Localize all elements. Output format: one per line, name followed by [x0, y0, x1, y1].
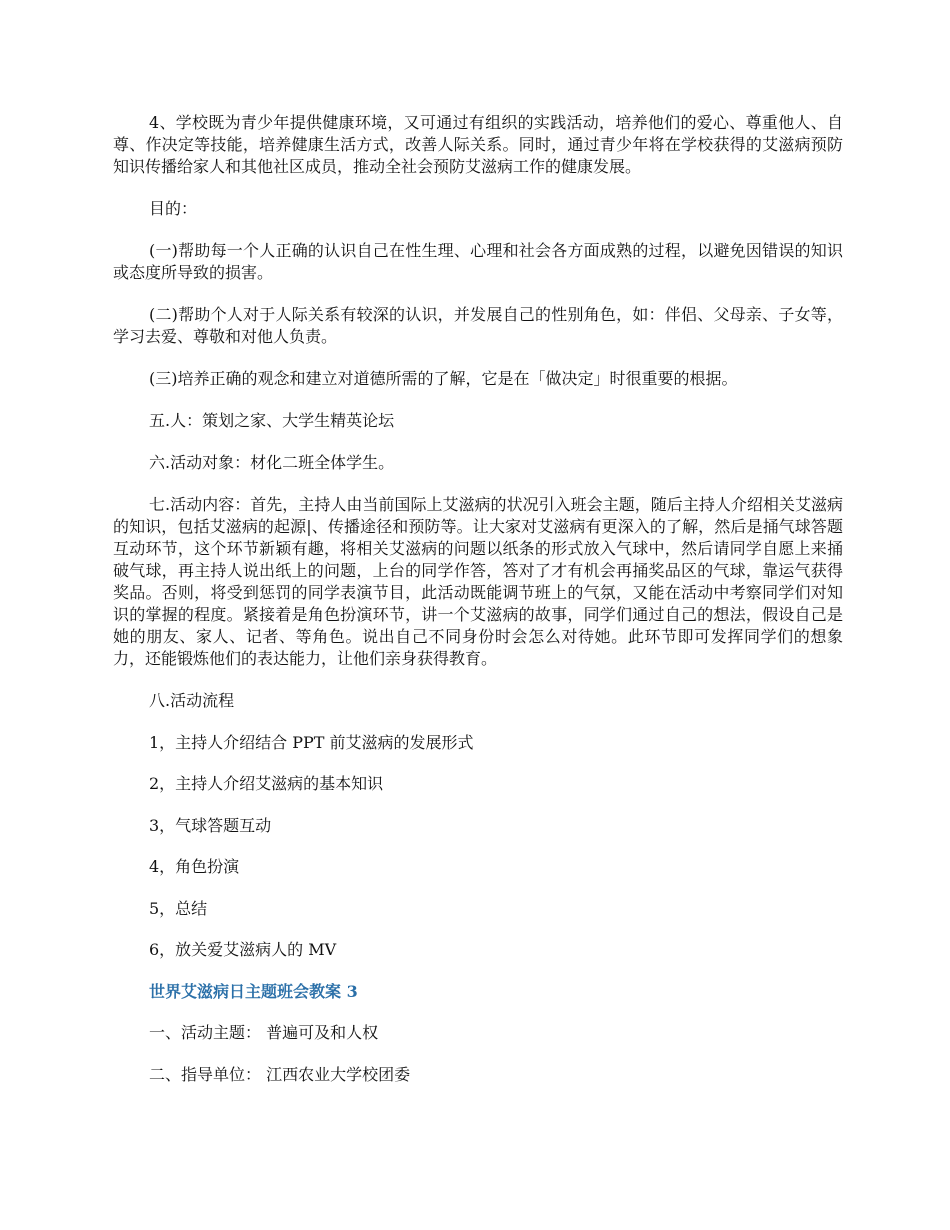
- section-item-guidance: 二、指导单位： 江西农业大学校团委: [149, 1064, 411, 1084]
- document-page: [113, 112, 843, 1105]
- process-title: 八.活动流程: [149, 691, 235, 710]
- process-step: 2，主持人介绍艾滋病的基本知识: [149, 774, 384, 793]
- process-step: 3，气球答题互动: [149, 815, 272, 835]
- paragraph-organizer: 五.人：策划之家、大学生精英论坛: [149, 411, 395, 430]
- paragraph-purpose-label: 目的：: [149, 199, 198, 218]
- process-step: 4，角色扮演: [149, 857, 240, 876]
- section-heading: 世界艾滋病日主题班会教案 3: [149, 981, 358, 1001]
- paragraph-purpose-1: (一)帮助每一个人正确的认识自己在性生理、心理和社会各方面成熟的过程，以避免因错误的知识或态度所导致的损害。: [113, 241, 843, 282]
- process-step: 1，主持人介绍结合 PPT 前艾滋病的发展形式: [149, 732, 474, 752]
- process-step: 6，放关爱艾滋病人的 MV: [149, 940, 337, 959]
- paragraph-purpose-3: (三)培养正确的观念和建立对道德所需的了解，它是在「做决定」时很重要的根据。: [149, 369, 738, 388]
- paragraph-activity-content: 七.活动内容：首先，主持人由当前国际上艾滋病的状况引入班会主题，随后主持人介绍相关艾滋病的知识，包括艾滋病的起源|、传播途径和预防等。让大家对艾滋病有更深入的了解，然后是捅气球答题互动环节，这个环节新颖有趣，将相关艾滋病的问题以纸条的形式放入气球中，然后请同学自愿上来捅破气球，再主持人说出纸上的问题，上台的同学作答，答对了才有机会再捅奖品区的气球，靠运气获得奖品。否则，将受到惩罚的同学表演节目，此活动既能调节班上的气氛，又能在活动中考察同学们对知识的掌握的程度。紧接着是角色扮演环节，讲一个艾滋病的故事，同学们通过自己的想法，假设自己是她的朋友、家人、记者、等角色。说出自己不同身份时会怎么对待她。此环节即可发挥同学们的想象力，还能锻炼他们的表达能力，让他们亲身获得教育。: [113, 495, 843, 668]
- process-step: 5，总结: [149, 898, 208, 918]
- section-item-theme: 一、活动主题： 普遍可及和人权: [149, 1023, 379, 1042]
- paragraph-school-environment: 4、学校既为青少年提供健康环境，又可通过有组织的实践活动，培养他们的爱心、尊重他人、自尊、作决定等技能，培养健康生活方式，改善人际关系。同时，通过青少年将在学校获得的艾滋病预防知识传播给家人和其他社区成员，推动全社会预防艾滋病工作的健康发展。: [113, 113, 843, 176]
- paragraph-audience: 六.活动对象：材化二班全体学生。: [149, 453, 395, 472]
- paragraph-purpose-2: (二)帮助个人对于人际关系有较深的认识，并发展自己的性别角色，如：伴侣、父母亲、子女等，学习去爱、尊敬和对他人负责。: [113, 305, 843, 346]
